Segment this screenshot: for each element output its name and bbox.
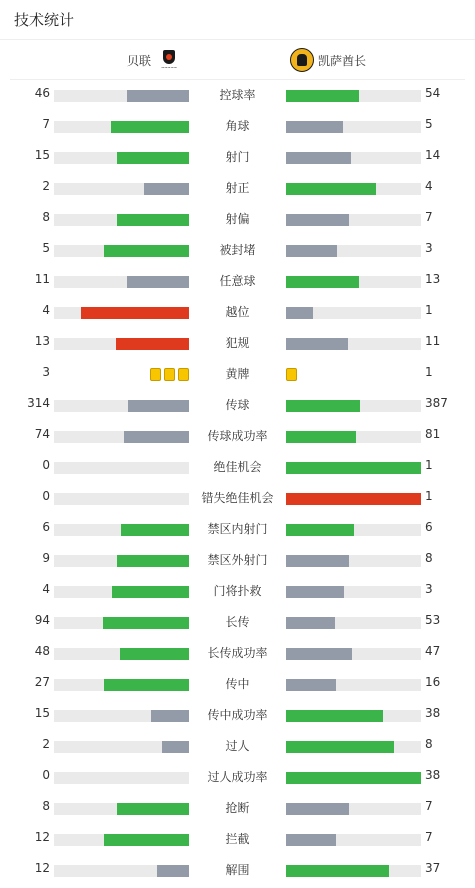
- away-bar-track: [286, 462, 421, 474]
- away-bar-fill: [286, 710, 383, 722]
- stat-row: [0, 824, 475, 855]
- home-value: 13: [34, 334, 50, 348]
- home-value: 94: [34, 613, 50, 627]
- home-value: 11: [34, 272, 50, 286]
- stat-row: [0, 793, 475, 824]
- home-team[interactable]: [127, 48, 181, 72]
- away-value: 1: [425, 458, 433, 472]
- home-value: 314: [27, 396, 50, 410]
- home-value: 12: [34, 861, 50, 875]
- away-bar-track: [286, 803, 421, 815]
- stat-label: 绝佳机会: [213, 460, 262, 474]
- away-value: 5: [425, 117, 433, 131]
- away-bar-track: [286, 276, 421, 288]
- home-bar-fill: [111, 121, 189, 133]
- away-value: 3: [425, 241, 433, 255]
- away-bar-fill: [286, 121, 343, 133]
- home-value: 0: [42, 768, 50, 782]
- home-bar-track: [54, 338, 189, 350]
- home-bar-fill: [104, 834, 189, 846]
- stat-label: 任意球: [219, 274, 256, 288]
- home-bar-fill: [103, 617, 189, 629]
- away-team-logo-icon: [290, 48, 314, 72]
- stat-label: 过人: [225, 739, 250, 753]
- away-value: 37: [425, 861, 441, 875]
- away-bar-track: [286, 741, 421, 753]
- home-bar-fill: [121, 524, 189, 536]
- home-value: 2: [42, 179, 50, 193]
- stat-row: [0, 762, 475, 793]
- away-bar-fill: [286, 772, 421, 784]
- stat-row: [0, 607, 475, 638]
- away-bar-fill: [286, 307, 313, 319]
- stat-row: [0, 638, 475, 669]
- away-bar-fill: [286, 586, 344, 598]
- stat-row: [0, 452, 475, 483]
- home-bar-track: [54, 834, 189, 846]
- stat-row: [0, 700, 475, 731]
- away-bar-fill: [286, 679, 336, 691]
- stat-row: [0, 390, 475, 421]
- away-value: 7: [425, 830, 433, 844]
- away-bar-fill: [286, 152, 351, 164]
- home-value: 0: [42, 489, 50, 503]
- yellow-card-icon: [286, 368, 297, 381]
- away-bar-track: [286, 307, 421, 319]
- stat-label: 错失绝佳机会: [201, 491, 274, 505]
- home-bar-fill: [127, 90, 189, 102]
- home-bar-fill: [117, 152, 189, 164]
- home-team-logo-icon: ~~~~~: [157, 48, 181, 72]
- away-value: 47: [425, 644, 441, 658]
- home-value: 8: [42, 799, 50, 813]
- stat-row: [0, 855, 475, 886]
- away-bar-track: [286, 524, 421, 536]
- home-yellow-cards: [150, 368, 189, 381]
- home-bar-fill: [117, 214, 189, 226]
- away-bar-fill: [286, 524, 354, 536]
- home-bar-track: [54, 90, 189, 102]
- home-value: 8: [42, 210, 50, 224]
- home-bar-fill: [127, 276, 189, 288]
- home-bar-track: [54, 772, 189, 784]
- home-bar-track: [54, 183, 189, 195]
- stat-row: [0, 483, 475, 514]
- away-bar-fill: [286, 183, 376, 195]
- away-value: 387: [425, 396, 448, 410]
- home-value: 9: [42, 551, 50, 565]
- away-bar-fill: [286, 555, 349, 567]
- away-bar-track: [286, 214, 421, 226]
- home-bar-fill: [104, 679, 189, 691]
- home-bar-fill: [144, 183, 189, 195]
- yellow-card-icon: [150, 368, 161, 381]
- home-bar-track: [54, 617, 189, 629]
- away-value: 81: [425, 427, 441, 441]
- home-value: 15: [34, 148, 50, 162]
- away-bar-track: [286, 617, 421, 629]
- home-bar-fill: [162, 741, 189, 753]
- home-value: 12: [34, 830, 50, 844]
- home-bar-fill: [157, 865, 189, 877]
- away-bar-track: [286, 648, 421, 660]
- home-bar-track: [54, 276, 189, 288]
- home-bar-fill: [112, 586, 189, 598]
- away-bar-track: [286, 183, 421, 195]
- away-bar-track: [286, 245, 421, 257]
- away-bar-track: [286, 555, 421, 567]
- home-bar-track: [54, 431, 189, 443]
- home-bar-track: [54, 245, 189, 257]
- away-value: 6: [425, 520, 433, 534]
- home-bar-track: [54, 400, 189, 412]
- away-bar-fill: [286, 741, 394, 753]
- away-value: 14: [425, 148, 441, 162]
- away-bar-track: [286, 121, 421, 133]
- away-bar-fill: [286, 338, 348, 350]
- away-bar-fill: [286, 276, 359, 288]
- stat-row: [0, 359, 475, 390]
- away-value: 7: [425, 210, 433, 224]
- away-bar-track: [286, 493, 421, 505]
- stat-label: 禁区外射门: [207, 553, 268, 567]
- home-bar-fill: [81, 307, 189, 319]
- stat-label: 射偏: [225, 212, 250, 226]
- stats-list: [0, 80, 475, 886]
- home-value: 15: [34, 706, 50, 720]
- away-value: 1: [425, 303, 433, 317]
- stat-label: 禁区内射门: [207, 522, 268, 536]
- away-bar-fill: [286, 865, 389, 877]
- stat-row: [0, 514, 475, 545]
- away-bar-fill: [286, 834, 336, 846]
- yellow-card-icon: [178, 368, 189, 381]
- stat-label: 过人成功率: [207, 770, 268, 784]
- home-bar-track: [54, 152, 189, 164]
- away-bar-fill: [286, 648, 352, 660]
- home-bar-track: [54, 710, 189, 722]
- stat-label: 长传: [225, 615, 250, 629]
- home-value: 4: [42, 303, 50, 317]
- home-value: 48: [34, 644, 50, 658]
- away-bar-track: [286, 90, 421, 102]
- away-value: 8: [425, 737, 433, 751]
- stat-label: 解围: [225, 863, 250, 877]
- header: [0, 0, 475, 40]
- home-bar-fill: [104, 245, 189, 257]
- stat-label: 犯规: [225, 336, 250, 350]
- away-bar-fill: [286, 803, 349, 815]
- home-value: 3: [42, 365, 50, 379]
- away-bar-fill: [286, 214, 349, 226]
- page-title: 技术统计: [14, 11, 75, 29]
- stat-row: [0, 297, 475, 328]
- home-value: 27: [34, 675, 50, 689]
- stat-label: 传中: [225, 677, 250, 691]
- away-team[interactable]: [290, 48, 366, 72]
- stat-row: [0, 80, 475, 111]
- teams-header: [10, 40, 465, 80]
- away-bar-track: [286, 679, 421, 691]
- stat-row: [0, 576, 475, 607]
- stat-row: [0, 421, 475, 452]
- stat-row: [0, 266, 475, 297]
- stat-label: 控球率: [219, 88, 256, 102]
- home-value: 7: [42, 117, 50, 131]
- away-bar-track: [286, 834, 421, 846]
- home-bar-track: [54, 865, 189, 877]
- stat-row: [0, 731, 475, 762]
- stat-row: [0, 111, 475, 142]
- stat-label: 被封堵: [219, 243, 256, 257]
- home-bar-track: [54, 493, 189, 505]
- stat-row: [0, 204, 475, 235]
- away-bar-track: [286, 338, 421, 350]
- away-team-name: 凯萨酋长: [318, 53, 367, 68]
- stat-label: 传球成功率: [207, 429, 268, 443]
- home-bar-fill: [117, 555, 189, 567]
- home-bar-track: [54, 803, 189, 815]
- stat-label: 射正: [225, 181, 250, 195]
- away-bar-fill: [286, 462, 421, 474]
- away-value: 38: [425, 706, 441, 720]
- stat-label: 传球: [225, 398, 250, 412]
- stat-row: [0, 235, 475, 266]
- stat-row: [0, 545, 475, 576]
- away-bar-fill: [286, 400, 360, 412]
- away-value: 54: [425, 86, 441, 100]
- home-bar-track: [54, 555, 189, 567]
- home-value: 0: [42, 458, 50, 472]
- stat-label: 角球: [225, 119, 250, 133]
- home-value: 46: [34, 86, 50, 100]
- away-value: 1: [425, 489, 433, 503]
- away-value: 3: [425, 582, 433, 596]
- stat-label: 越位: [225, 305, 250, 319]
- away-value: 16: [425, 675, 441, 689]
- yellow-card-icon: [164, 368, 175, 381]
- home-bar-track: [54, 121, 189, 133]
- away-bar-track: [286, 400, 421, 412]
- home-bar-fill: [116, 338, 189, 350]
- away-yellow-cards: [286, 368, 297, 381]
- away-bar-fill: [286, 617, 335, 629]
- away-bar-fill: [286, 431, 356, 443]
- stat-label: 传中成功率: [207, 708, 268, 722]
- home-bar-track: [54, 524, 189, 536]
- away-value: 4: [425, 179, 433, 193]
- away-bar-track: [286, 431, 421, 443]
- away-value: 1: [425, 365, 433, 379]
- home-bar-track: [54, 586, 189, 598]
- away-bar-track: [286, 152, 421, 164]
- home-bar-track: [54, 462, 189, 474]
- away-value: 7: [425, 799, 433, 813]
- home-value: 4: [42, 582, 50, 596]
- home-bar-track: [54, 214, 189, 226]
- home-bar-fill: [128, 400, 189, 412]
- home-value: 6: [42, 520, 50, 534]
- away-value: 8: [425, 551, 433, 565]
- home-bar-fill: [117, 803, 189, 815]
- home-bar-track: [54, 307, 189, 319]
- away-bar-fill: [286, 90, 359, 102]
- home-bar-fill: [124, 431, 189, 443]
- home-bar-fill: [151, 710, 189, 722]
- stat-label: 黄牌: [225, 367, 250, 381]
- away-value: 38: [425, 768, 441, 782]
- home-value: 2: [42, 737, 50, 751]
- stat-label: 长传成功率: [207, 646, 268, 660]
- stat-label: 门将扑救: [213, 584, 262, 598]
- home-team-name: 贝联: [126, 53, 151, 68]
- away-bar-track: [286, 710, 421, 722]
- stat-row: [0, 142, 475, 173]
- stat-label: 抢断: [225, 801, 250, 815]
- home-bar-track: [54, 648, 189, 660]
- home-bar-track: [54, 679, 189, 691]
- stat-label: 射门: [225, 150, 250, 164]
- stat-row: [0, 173, 475, 204]
- stat-row: [0, 328, 475, 359]
- stat-label: 拦截: [225, 832, 250, 846]
- away-bar-track: [286, 772, 421, 784]
- away-bar-track: [286, 865, 421, 877]
- home-bar-fill: [120, 648, 189, 660]
- away-value: 53: [425, 613, 441, 627]
- away-value: 13: [425, 272, 441, 286]
- home-bar-track: [54, 741, 189, 753]
- home-value: 74: [34, 427, 50, 441]
- away-bar-track: [286, 586, 421, 598]
- home-value: 5: [42, 241, 50, 255]
- stat-row: [0, 669, 475, 700]
- away-value: 11: [425, 334, 441, 348]
- away-bar-fill: [286, 493, 421, 505]
- away-bar-fill: [286, 245, 337, 257]
